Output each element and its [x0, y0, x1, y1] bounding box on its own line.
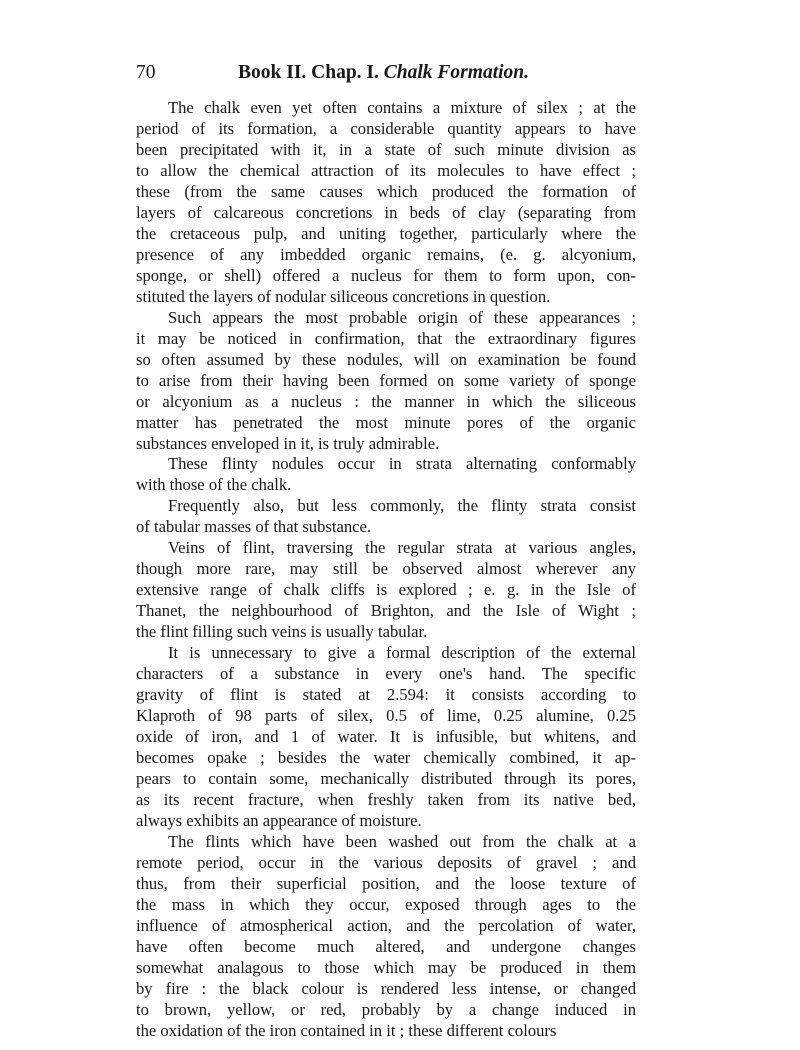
paragraph: [136, 454, 636, 496]
text-line: been precipitated with it, in a state of such minute division as: [136, 139, 636, 159]
text-line: sponge, or shell) offered a nucleus for them to form upon, con-: [136, 265, 636, 285]
text-line: to brown, yellow, or red, probably by a change induced in: [136, 999, 636, 1019]
text-line: though more rare, may still be observed almost wherever any: [136, 559, 636, 579]
text-line: as its recent fracture, when freshly taken from its native bed,: [136, 789, 636, 809]
text-line: the cretaceous pulp, and uniting together, particularly where the: [136, 223, 636, 243]
text-line: becomes opake ; besides the water chemically combined, it ap-: [136, 748, 636, 768]
text-line: pears to contain some, mechanically distributed through its pores,: [136, 769, 636, 788]
text-line: The flints which have been washed out from the chalk at a: [168, 831, 636, 851]
text-line: The chalk even yet often contains a mixture of silex ; at the: [168, 98, 636, 117]
text-line: gravity of flint is stated at 2.594: it consists according to: [136, 685, 636, 705]
paragraph: [136, 496, 636, 538]
text-line: the oxidation of the iron contained in it ; these different colours: [136, 1020, 557, 1040]
paragraph: [136, 538, 636, 643]
text-line: Frequently also, but less commonly, the flinty strata consist: [168, 496, 636, 516]
text-line: remote period, occur in the various deposits of gravel ; and: [136, 852, 636, 872]
text-line: always exhibits an appearance of moisture.: [136, 810, 422, 830]
book-page: [136, 62, 636, 1042]
text-line: stituted the layers of nodular siliceous concretions in question.: [136, 286, 551, 306]
text-line: it may be noticed in confirmation, that the extraordinary figures: [136, 328, 636, 348]
book-label: Book II.: [238, 62, 307, 83]
text-line: matter has penetrated the most minute pores of the organic: [136, 412, 636, 432]
text-line: the flint filling such veins is usually tabular.: [136, 622, 428, 642]
text-line: period of its formation, a considerable quantity appears to have: [136, 118, 636, 138]
paragraph: [136, 98, 636, 308]
chapter-label: Chap. I.: [311, 62, 379, 83]
text-line: extensive range of chalk cliffs is explored ; e. g. in the Isle of: [136, 580, 636, 600]
text-line: to allow the chemical attraction of its molecules to have effect ;: [136, 160, 636, 180]
text-line: influence of atmospherical action, and the percolation of water,: [136, 915, 636, 935]
text-line: It is unnecessary to give a formal description of the external: [168, 643, 636, 663]
text-line: characters of a substance in every one's hand. The specific: [136, 664, 636, 684]
text-line: or alcyonium as a nucleus : the manner in which the siliceous: [136, 391, 636, 411]
text-line: Klaproth of 98 parts of silex, 0.5 of lime, 0.25 alumine, 0.25: [136, 706, 636, 726]
text-line: oxide of iron, and 1 of water. It is infusible, but whitens, and: [136, 727, 636, 747]
text-line: Such appears the most probable origin of these appearances ;: [168, 307, 636, 327]
text-line: to arise from their having been formed on some variety of sponge: [136, 370, 636, 390]
text-line: Thanet, the neighbourhood of Brighton, and the Isle of Wight ;: [136, 601, 636, 621]
text-line: with those of the chalk.: [136, 475, 292, 495]
paragraph: [136, 643, 636, 832]
text-line: by fire : the black colour is rendered less intense, or changed: [136, 978, 636, 998]
page-number: 70: [136, 62, 156, 83]
chapter-title: Chalk Formation.: [383, 62, 529, 83]
text-line: thus, from their superficial position, and the loose texture of: [136, 873, 636, 893]
text-line: so often assumed by these nodules, will on examination be found: [136, 349, 636, 369]
text-line: the mass in which they occur, exposed through ages to the: [136, 894, 636, 914]
text-line: Veins of flint, traversing the regular strata at various angles,: [168, 538, 636, 558]
text-line: these (from the same causes which produced the formation of: [136, 181, 636, 201]
head-title: [238, 62, 529, 84]
paragraph: [136, 832, 636, 1042]
text-line: layers of calcareous concretions in beds of clay (separating from: [136, 202, 636, 222]
running-head: [136, 62, 636, 92]
text-line: substances enveloped in it, is truly admirable.: [136, 433, 440, 453]
body-text: [136, 98, 636, 1042]
text-line: somewhat analagous to those which may be produced in them: [136, 957, 636, 977]
paragraph: [136, 308, 636, 455]
text-line: presence of any imbedded organic remains, (e. g. alcyonium,: [136, 244, 636, 264]
text-line: of tabular masses of that substance.: [136, 517, 372, 537]
text-line: These flinty nodules occur in strata alternating conformably: [168, 454, 636, 474]
text-line: have often become much altered, and undergone changes: [136, 936, 636, 956]
